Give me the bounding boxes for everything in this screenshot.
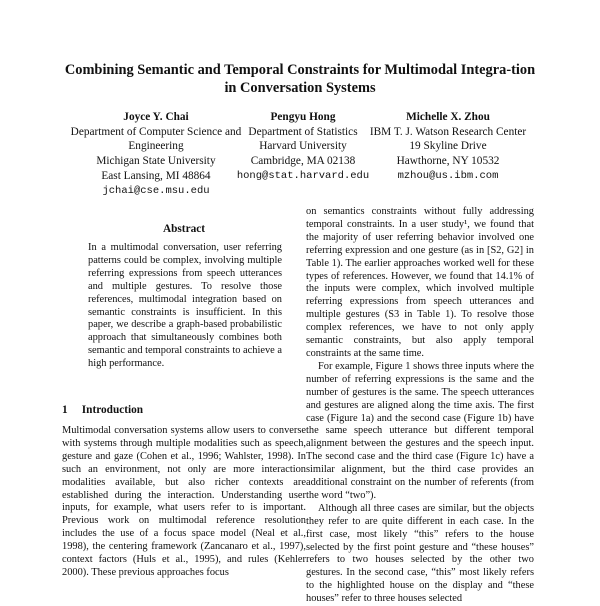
introduction-paragraph: Multimodal conversation systems allow users to converse with systems through multiple modalities such as speech, gesture and gaze (Cohen et al., 1996; Wahlster, 1998). In such an environment, not only are more interaction modalities available, but also richer contexts are established during the interaction. Understanding user inputs, for example, what users refer to is important. Previous work on multimodal reference resolution includes the use of a focus space model (Neal et al., 1998), the centering framework (Zancanaro et al., 1997), context factors (Huls et al., 1995), and rules (Kehler 2000). These previous approaches focus (62, 425, 306, 578)
author-city: Cambridge, MA 02138 (250, 155, 356, 168)
abstract-text (88, 242, 282, 371)
author-name: Michelle X. Zhou (406, 111, 490, 123)
author-email: hong@stat.harvard.edu (236, 169, 370, 182)
author-block-2 (233, 110, 373, 184)
abstract-paragraph: In a multimodal conversation, user referring patterns could be complex, involving multiple referring expressions from speech utterances and multiple gestures. To resolve those references, multimodal integration based on semantic constraints is insufficient. In this paper, we describe a graph-based probabilistic approach that simultaneously combines both semantic and temporal constraints to achieve a high performance. (88, 242, 282, 370)
author-email: mzhou@us.ibm.com (397, 169, 499, 182)
author-org: Harvard University (259, 140, 347, 153)
author-block-3 (368, 110, 528, 184)
introduction-text (62, 425, 306, 580)
paper-title: Combining Semantic and Temporal Constraints for Multimodal Integra-tion in Conversation Systems (64, 62, 536, 96)
author-dept: Department of Computer Science and Engineering (70, 125, 242, 153)
author-name: Joyce Y. Chai (123, 111, 189, 123)
abstract-heading: Abstract (162, 223, 206, 235)
author-org: 19 Skyline Drive (409, 140, 487, 153)
author-city: East Lansing, MI 48864 (101, 169, 211, 182)
author-dept: Department of Statistics (248, 125, 358, 138)
section-heading-introduction: 1 Introduction (62, 404, 144, 416)
author-block-1 (70, 110, 242, 198)
author-org: Michigan State University (96, 155, 216, 168)
author-email: jchai@cse.msu.edu (102, 184, 210, 197)
right-paragraph-2: For example, Figure 1 shows three inputs where the number of referring expressions is the same and the number of gestures is the same. The speech utterances and gestures are aligned along the time axis. The first case (Figure 1a) and the second case (Figure 1b) have the same speech utterance but different temporal alignment between the gestures and the speech input. The second case and the third case (Figure 1c) have a similar alignment, but the third case provides an additional constraint on the number of referents (from the word “two”). (306, 360, 534, 501)
author-name: Pengyu Hong (270, 111, 336, 123)
right-paragraph-1: on semantics constraints without fully addressing temporal constraints. In a user study¹, we found that the majority of user referring behavior involved one referring expression and one gesture (as in [S2, G2] in Table 1). The earlier approaches worked well for these types of references. However, we found that 14.1% of the inputs were complex, which involved multiple referring expressions from speech utterances and multiple gestures (S3 in Table 1). To resolve those complex references, we have to not only apply semantic constraints, but also apply temporal constraints at the same time. (306, 206, 534, 359)
right-column-text (306, 206, 534, 606)
right-paragraph-3: Although all three cases are similar, but the objects they refer to are quite different in each case. In the first case, most likely “this” refers to the house selected by the first point gesture and “these houses” refers to two houses selected by the other two gestures. In the second case, “this” most likely refers to the highlighted house on the display and “these houses” refer to three houses selected (306, 502, 534, 605)
author-city: Hawthorne, NY 10532 (396, 155, 500, 168)
author-dept: IBM T. J. Watson Research Center (369, 125, 527, 138)
